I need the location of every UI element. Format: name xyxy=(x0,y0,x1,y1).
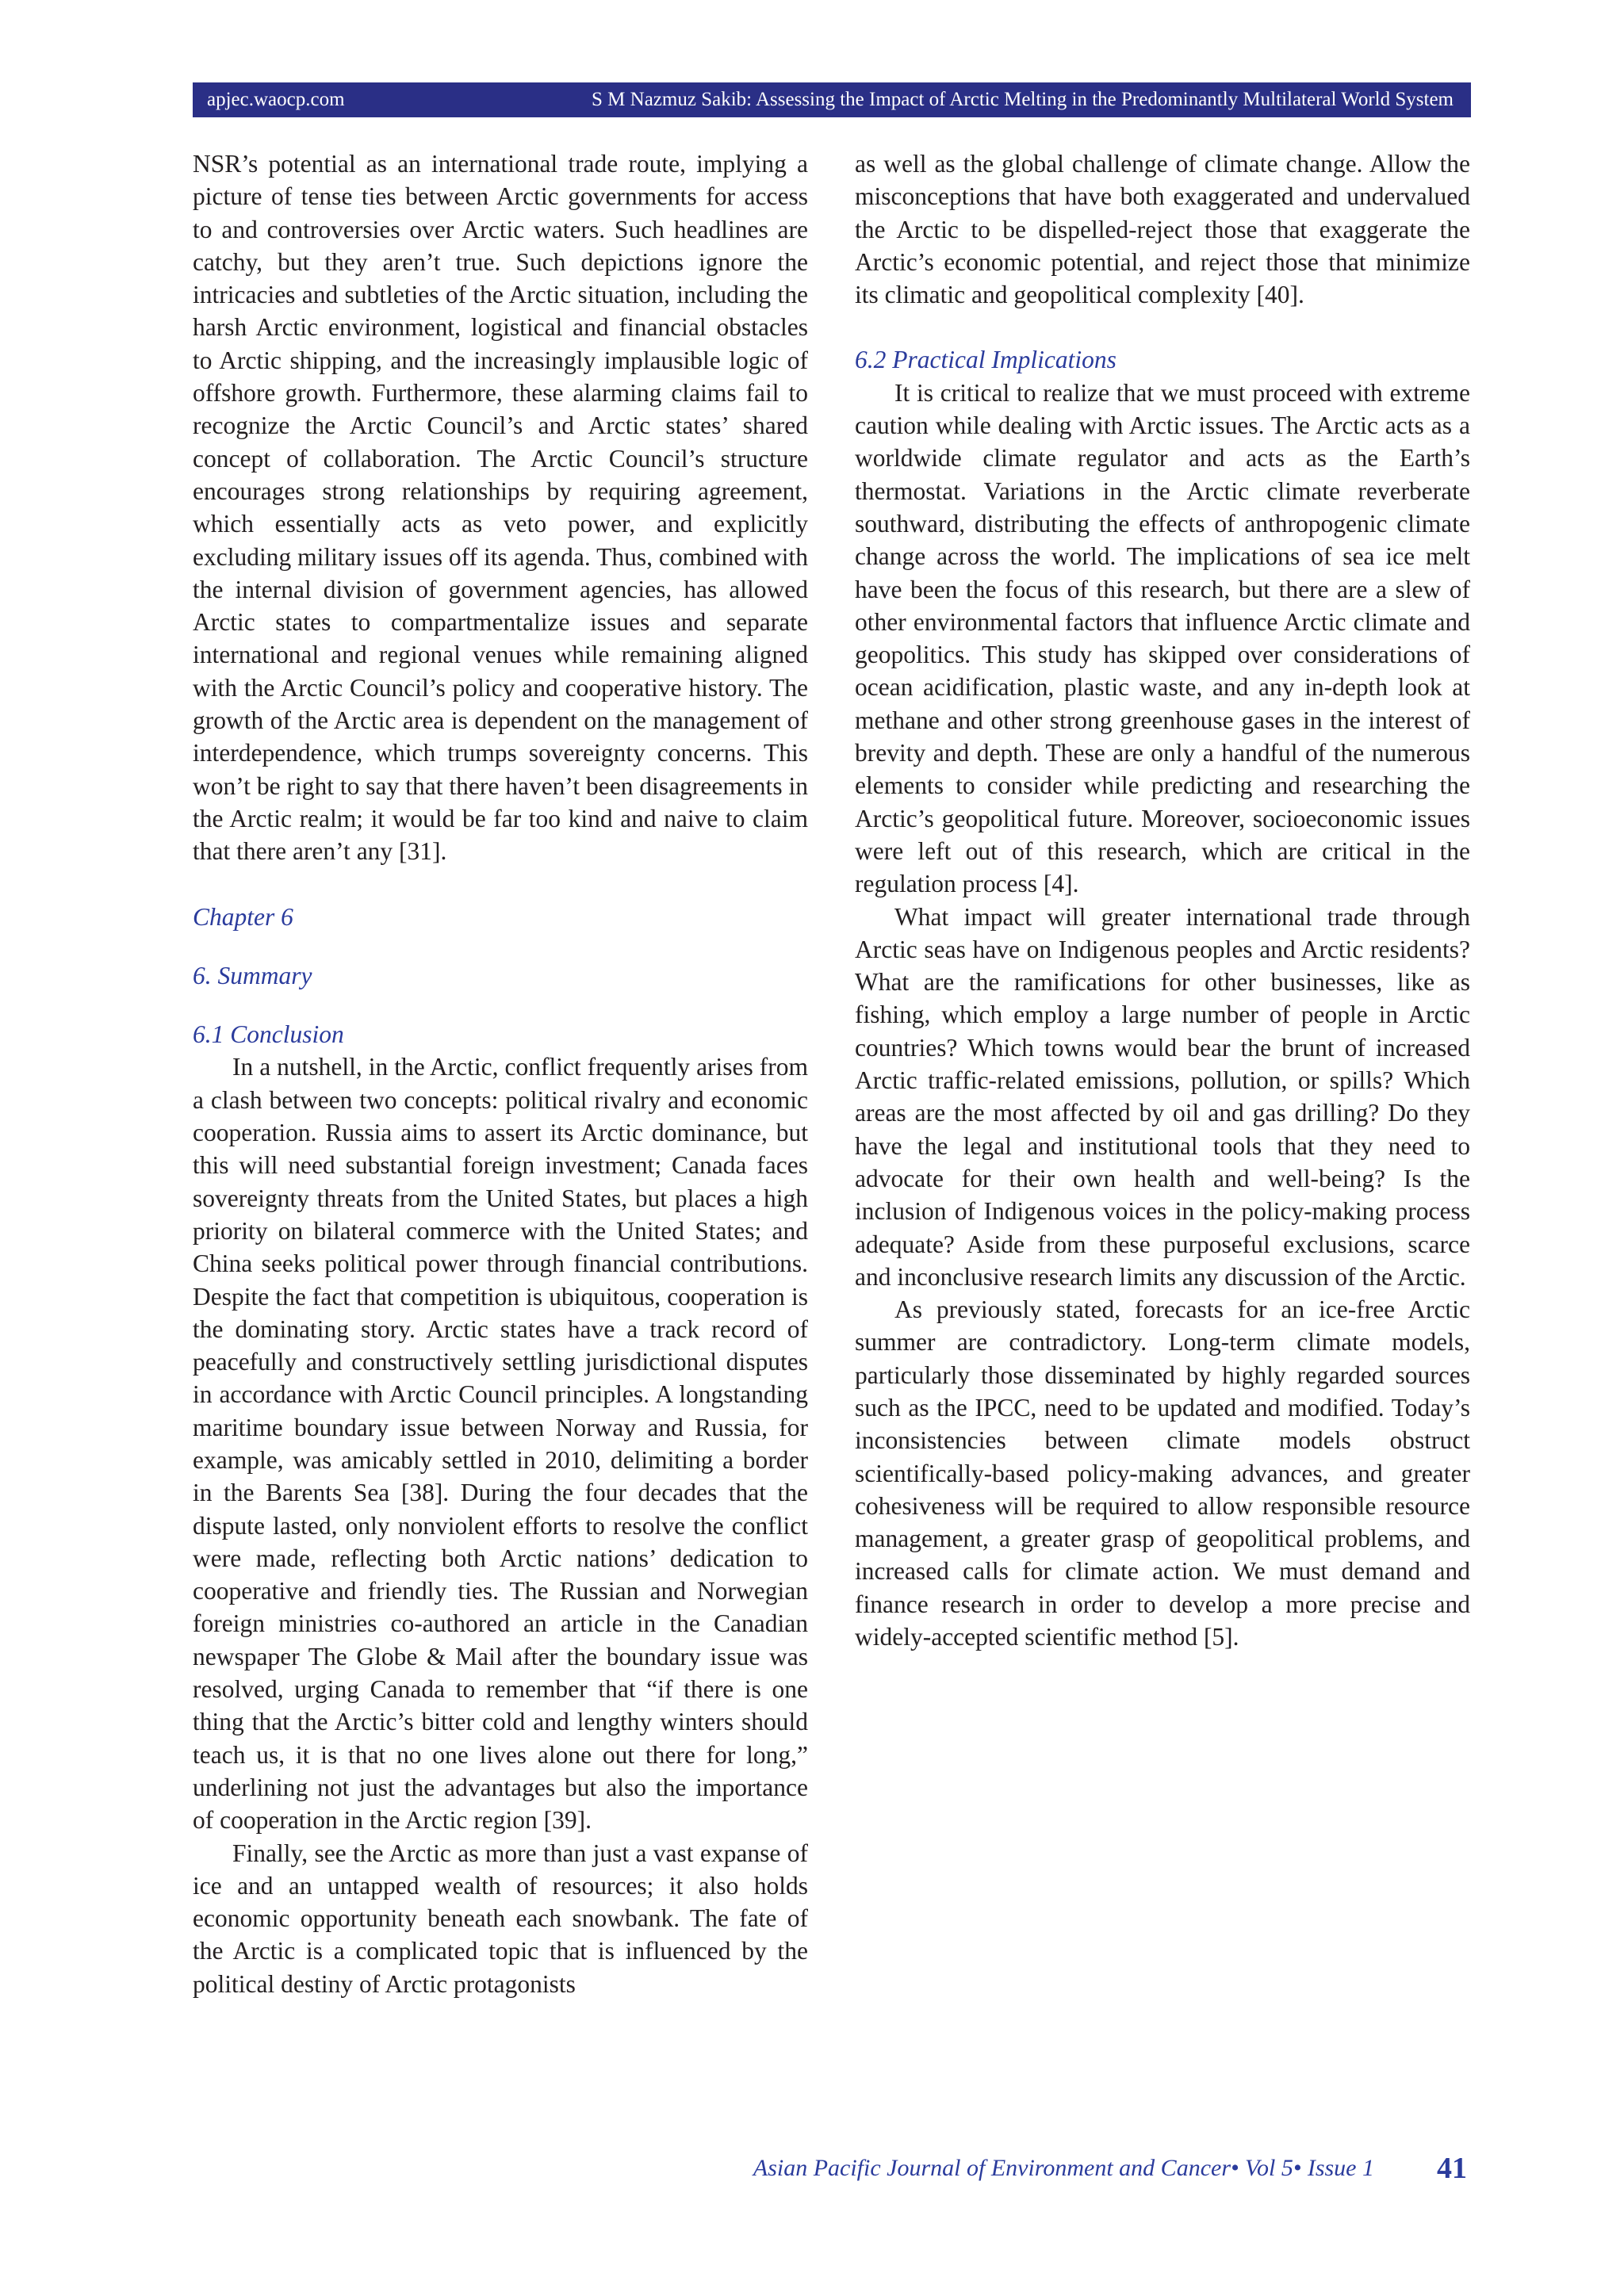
paragraph-finally: Finally, see the Arctic as more than just a vast expanse of ice and an untapped wealth of resources; it also holds economic opportunity beneath each snowbank. The fate of the Arctic is a complicated topic that is influenced by the political destiny of Arctic protagonists xyxy=(193,1839,808,1998)
running-title: S M Nazmuz Sakib: Assessing the Impact of Arctic Melting in the Predominantly Multilateral World System xyxy=(592,89,1454,110)
left-column xyxy=(193,147,808,2000)
section-heading-summary: 6. Summary xyxy=(193,961,312,989)
paragraph-questions: What impact will greater international trade through Arctic seas have on Indigenous peoples and Arctic residents? What are the ramifications for other businesses, like as fishing, which employ a large number of people in Arctic countries? Which towns would bear the brunt of increased Arctic traffic-related emissions, pollution, or spills? Which areas are the most affected by oil and gas drilling? Do they have the legal and institutional tools that they need to advocate for their own health and well-being? Is the inclusion of Indigenous voices in the policy-making process adequate? Aside from these purposeful exclusions, scarce and inconclusive research limits any discussion of the Arctic. xyxy=(855,902,1470,1291)
chapter-heading: Chapter 6 xyxy=(193,902,293,931)
paragraph-intro: NSR’s potential as an international trade route, implying a picture of tense ties between Arctic governments for access to and controversies over Arctic waters. Such headlines are catchy, but they aren’t true. Such depictions ignore the intricacies and subtleties of the Arctic situation, including the harsh Arctic environment, logistical and financial obstacles to Arctic shipping, and the increasingly implausible logic of offshore growth. Furthermore, these alarming claims fail to recognize the Arctic Council’s and Arctic states’ shared concept of collaboration. The Arctic Council’s structure encourages strong relationships by requiring agreement, which essentially acts as veto power, and explicitly excluding military issues off its agenda. Thus, combined with the internal division of government agencies, has allowed Arctic states to compartmentalize issues and separate international and regional venues while remaining aligned with the Arctic Council’s policy and cooperative history. The growth of the Arctic area is dependent on the management of interdependence, which trumps sovereignty concerns. This won’t be right to say that there haven’t been disagreements in the Arctic realm; it would be far too kind and naive to claim that there aren’t any [31]. xyxy=(193,150,808,866)
journal-website: apjec.waocp.com xyxy=(207,89,345,110)
paragraph-continued: as well as the global challenge of climate change. Allow the misconceptions that have both exaggerated and undervalued the Arctic to be dispelled-reject those that exaggerate the Arctic’s economic potential, and reject those that minimize its climatic and geopolitical complexity [40]. xyxy=(855,150,1470,309)
page-footer xyxy=(0,2151,1624,2191)
footer-journal-citation: Asian Pacific Journal of Environment and Cancer• Vol 5• Issue 1 xyxy=(753,2155,1374,2181)
page-number: 41 xyxy=(1437,2152,1467,2185)
paragraph-conclusion: In a nutshell, in the Arctic, conflict frequently arises from a clash between two concepts: political rivalry and economic cooperation. Russia aims to assert its Arctic dominance, but this will need substantial foreign investment; Canada faces sovereignty threats from the United States, but places a high priority on bilateral commerce with the United States; and China seeks political power through financial contributions. Despite the fact that competition is ubiquitous, cooperation is the dominating story. Arctic states have a track record of peacefully and constructively settling jurisdictional disputes in accordance with Arctic Council principles. A longstanding maritime boundary issue between Norway and Russia, for example, was amicably settled in 2010, delimiting a border in the Barents Sea [38]. During the four decades that the dispute lasted, only nonviolent efforts to resolve the conflict were made, reflecting both Arctic nations’ dedication to cooperative and friendly ties. The Russian and Norwegian foreign ministries co-authored an article in the Canadian newspaper The Globe & Mail after the boundary issue was resolved, urging Canada to remember that “if there is one thing that the Arctic’s bitter cold and lengthy winters should teach us, it is that no one lives alone out there for long,” underlining not just the advantages but also the importance of cooperation in the Arctic region [39]. xyxy=(193,1053,808,1835)
paragraph-implications: It is critical to realize that we must proceed with extreme caution while dealing with Arctic issues. The Arctic acts as a worldwide climate regulator and acts as the Earth’s thermostat. Variations in the Arctic climate reverberate southward, distributing the effects of anthropogenic climate change across the world. The implications of sea ice melt have been the focus of this research, but there are a slew of other environmental factors that influence Arctic climate and geopolitics. This study has skipped over considerations of ocean acidification, plastic waste, and any in-depth look at methane and other strong greenhouse gases in the interest of brevity and depth. These are only a handful of the numerous elements to consider while predicting and researching the Arctic’s geopolitical future. Moreover, socioeconomic issues were left out of this research, which are critical in the regulation process [4]. xyxy=(855,378,1470,898)
subsection-heading-conclusion: 6.1 Conclusion xyxy=(193,1020,344,1049)
running-header xyxy=(193,82,1471,117)
right-column xyxy=(855,147,1470,1653)
paragraph-forecasts: As previously stated, forecasts for an ice-free Arctic summer are contradictory. Long-term climate models, particularly those disseminated by highly regarded sources such as the IPCC, need to be updated and modified. Today’s inconsistencies between climate models obstruct scientifically-based policy-making advances, and greater cohesiveness will be required to allow responsible resource management, a greater grasp of geopolitical problems, and increased calls for climate action. We must demand and finance research in order to develop a more precise and widely-accepted scientific method [5]. xyxy=(855,1295,1470,1651)
subsection-heading-implications: 6.2 Practical Implications xyxy=(855,346,1116,374)
